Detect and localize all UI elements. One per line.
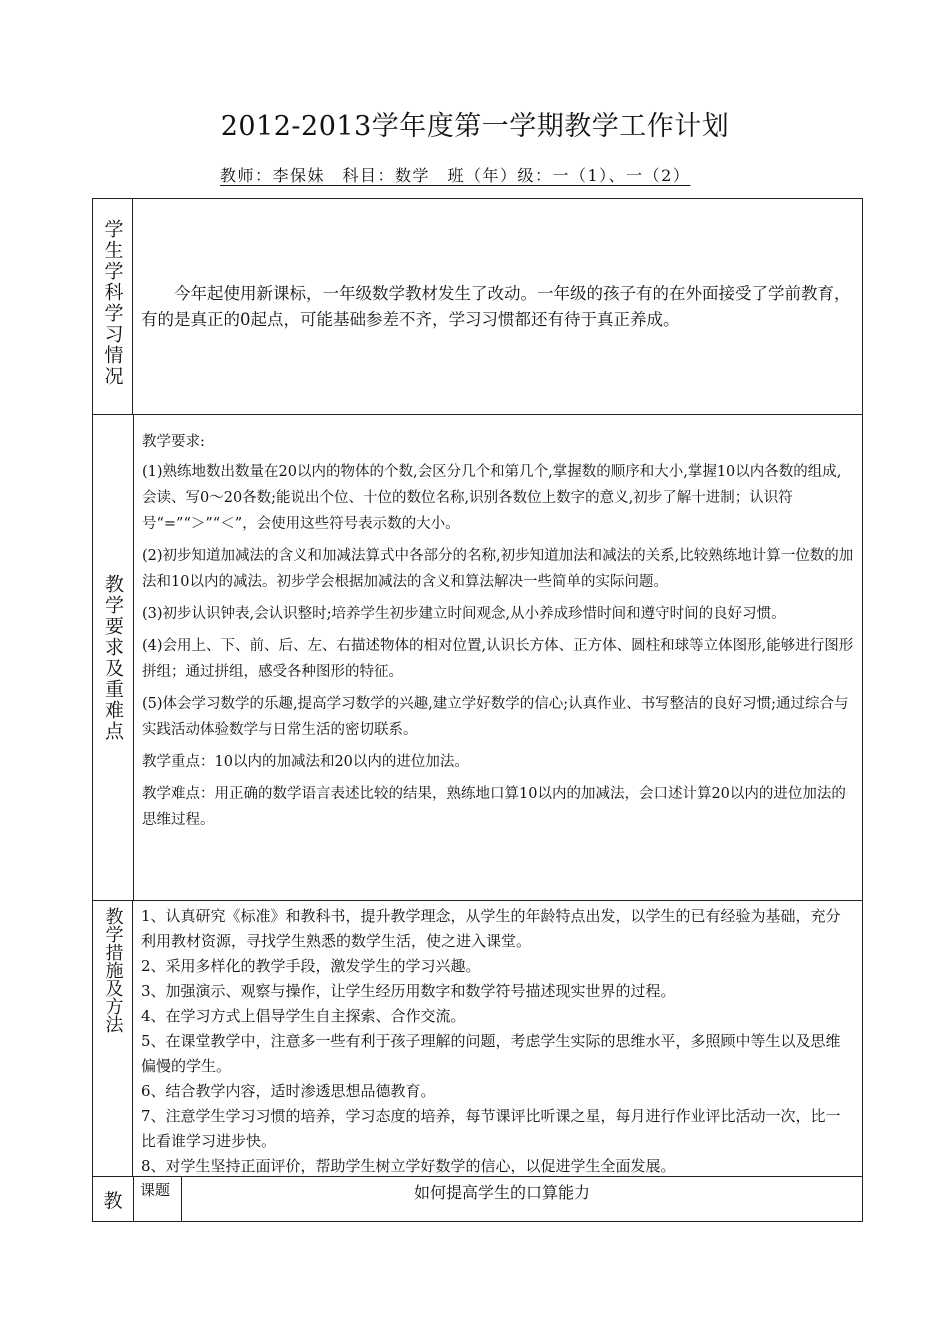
situation-content [133, 199, 862, 414]
research-label: 教 [93, 1177, 134, 1221]
requirement-item: (3)初步认识钟表,会认识整时;培养学生初步建立时间观念,从小养成珍惜时间和遵守时间的良好习惯。 [142, 606, 786, 622]
key-point: 教学重点：10以内的加减法和20以内的进位加法。 [142, 754, 469, 770]
measure-item: 4、在学习方式上倡导学生自主探索、合作交流。 [141, 1007, 466, 1025]
measure-item: 2、采用多样化的教学手段，激发学生的学习兴趣。 [141, 957, 481, 975]
measure-item: 7、注意学生学习习惯的培养，学习态度的培养，每节课评比听课之星，每月进行作业评比活动一次，比一比看谁学习进步快。 [141, 1107, 841, 1150]
topic-text: 如何提高学生的口算能力 [413, 1183, 590, 1202]
requirements-heading: 教学要求: [142, 434, 205, 450]
measure-item: 6、结合教学内容，适时渗透思想品德教育。 [141, 1082, 436, 1100]
requirements-content [134, 415, 862, 900]
document-title: 2012-2013学年度第一学期教学工作计划 [220, 111, 730, 142]
measures-label: 教学措施及方法 [102, 907, 124, 1033]
situation-label: 学生学科学习情况 [101, 219, 124, 387]
requirement-item: (5)体会学习数学的乐趣,提高学习数学的兴趣,建立学好数学的信心;认真作业、书写整洁的良好习惯;通过综合与实践活动体验数学与日常生活的密切联系。 [142, 696, 849, 738]
requirements-label-cell [93, 415, 134, 900]
measure-item: 1、认真研究《标准》和教科书，提升教学理念，从学生的年龄特点出发，以学生的已有经验为基础，充分利用教材资源，寻找学生熟悉的数学生活，使之进入课堂。 [141, 907, 841, 950]
research-row [92, 1176, 863, 1222]
situation-row [92, 198, 863, 414]
requirement-item: (1)熟练地数出数量在20以内的物体的个数,会区分几个和第几个,掌握数的顺序和大小,掌握10以内各数的组成,会读、写0～20各数;能说出个位、十位的数位名称,识别各数位上数字的意义,初步了解十进制；认识符号“=”“＞”“＜”，会使用这些符号表示数的大小。 [142, 464, 842, 532]
situation-text: 今年起使用新课标，一年级数学教材发生了改动。一年级的孩子有的在外面接受了学前教育，有的是真正的0起点，可能基础参差不齐，学习习惯都还有待于真正养成。 [141, 283, 851, 329]
measures-content [133, 901, 862, 1176]
measure-item: 5、在课堂教学中，注意多一些有利于孩子理解的问题，考虑学生实际的思维水平，多照顾中等生以及思维偏慢的学生。 [141, 1032, 841, 1075]
plan-table [92, 198, 863, 1222]
measures-row [92, 900, 863, 1176]
requirement-item: (4)会用上、下、前、后、左、右描述物体的相对位置,认识长方体、正方体、圆柱和球等立体图形,能够进行图形拼组；通过拼组，感受各种图形的特征。 [142, 638, 854, 680]
topic-label: 课题 [134, 1177, 182, 1221]
requirements-row [92, 414, 863, 900]
teacher-info-line: 教师：李保妹 科目：数学 班（年）级：一（1）、一（2） [220, 166, 691, 185]
requirements-label: 教学要求及重难点 [102, 573, 124, 742]
measures-label-cell [93, 901, 133, 1176]
difficult-point: 教学难点：用正确的数学语言表述比较的结果，熟练地口算10以内的加减法，会口述计算20以内的进位加法的思维过程。 [142, 786, 846, 828]
situation-label-cell [93, 199, 133, 414]
measure-item: 3、加强演示、观察与操作，让学生经历用数字和数学符号描述现实世界的过程。 [141, 982, 676, 1000]
requirement-item: (2)初步知道加减法的含义和加减法算式中各部分的名称,初步知道加法和减法的关系,比较熟练地计算一位数的加法和10以内的减法。初步学会根据加减法的含义和算法解决一些简单的实际问题。 [142, 548, 854, 590]
measure-item: 8、对学生坚持正面评价，帮助学生树立学好数学的信心，以促进学生全面发展。 [141, 1157, 676, 1175]
